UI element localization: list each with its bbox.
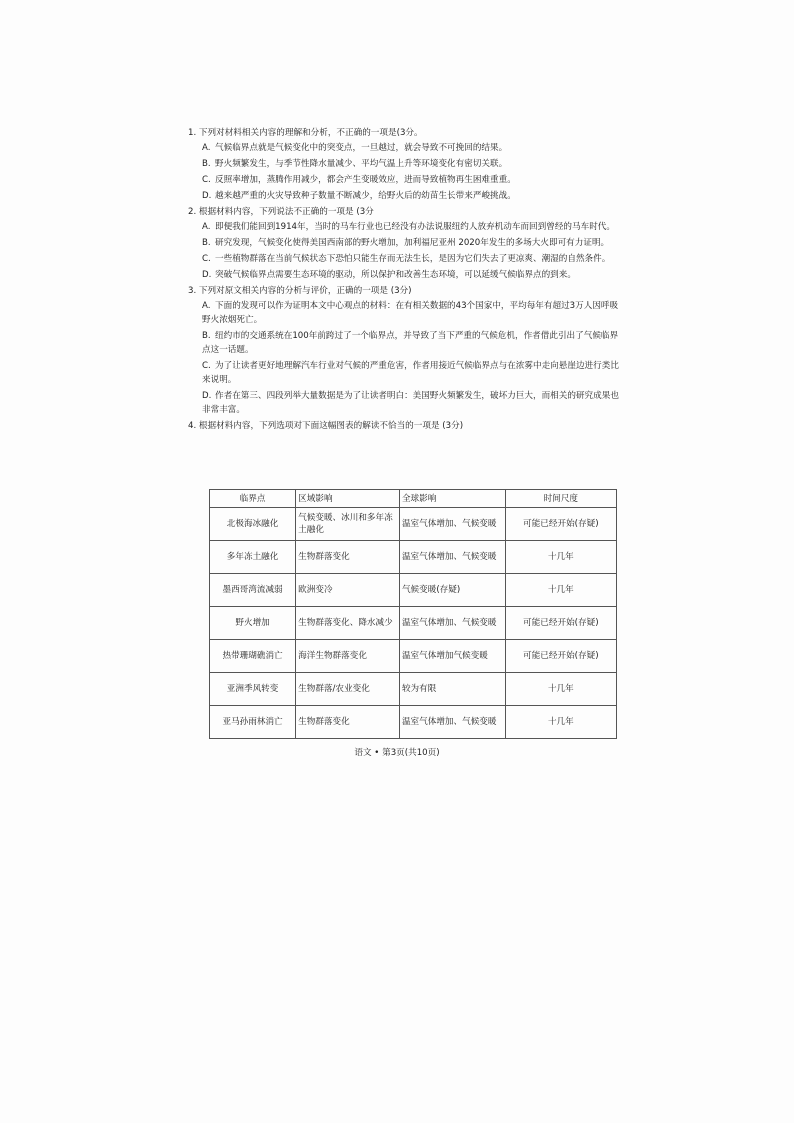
table-cell: 温室气体增加、气候变暖 [399, 541, 505, 574]
column-header: 时间尺度 [505, 490, 616, 508]
option-letter: C. [202, 175, 211, 185]
option-text: 作者在第三、四段列举大量数据是为了让读者明白：美国野火频繁发生，破坏力巨大，而相关的研究成果也非常丰富。 [202, 391, 619, 415]
option-c [188, 252, 620, 266]
option-d [188, 389, 620, 417]
option-text: 野火频繁发生，与季节性降水量减少、平均气温上升等环境变化有密切关联。 [215, 159, 508, 169]
table-cell: 生物群落/农业变化 [296, 673, 400, 706]
option-text: 研究发现，气候变化使得美国西南部的野火增加，加利福尼亚州 2020年发生的多场大火即可有力证明。 [215, 238, 610, 248]
option-text: 气候临界点就是气候变化中的突变点，一旦越过，就会导致不可挽回的结果。 [215, 143, 508, 153]
table-cell: 生物群落变化、降水减少 [296, 607, 400, 640]
option-text: 突破气候临界点需要生态环境的驱动，所以保护和改善生态环境，可以延缓气候临界点的到来。 [215, 270, 576, 280]
table-cell: 生物群落变化 [296, 706, 400, 739]
option-b [188, 236, 620, 250]
option-text: 反照率增加，蒸腾作用减少，都会产生变暖效应，进而导致植物再生困难重重。 [215, 175, 516, 185]
table-cell: 十几年 [505, 541, 616, 574]
table-row [210, 574, 617, 607]
option-text: 为了让读者更好地理解汽车行业对气候的严重危害，作者用接近气候临界点与在浓雾中走向悬崖边进行类比来说明。 [202, 361, 619, 385]
option-letter: B. [202, 331, 211, 341]
table-cell: 亚洲季风转变 [210, 673, 296, 706]
question-stem: 2. 根据材料内容，下列说法不正确的一项是 (3分 [188, 207, 374, 217]
question-1 [188, 126, 620, 203]
question-stem: 3. 下列对原文相关内容的分析与评价，正确的一项是 (3分) [188, 286, 412, 296]
table-row [210, 640, 617, 673]
table-cell: 北极海冰融化 [210, 508, 296, 541]
option-letter: D. [202, 270, 212, 280]
table-cell: 欧洲变冷 [296, 574, 400, 607]
option-a [188, 299, 620, 327]
table-cell: 可能已经开始(存疑) [505, 607, 616, 640]
option-text: 纽约市的交通系统在100年前跨过了一个临界点，并导致了当下严重的气候危机，作者借此引出了气候临界点这一话题。 [202, 331, 619, 355]
option-letter: C. [202, 361, 211, 371]
table-cell: 多年冻土融化 [210, 541, 296, 574]
column-header: 全球影响 [399, 490, 505, 508]
option-text: 即便我们能回到1914年，当时的马车行业也已经没有办法说服纽约人放弃机动车而回到曾经的马车时代。 [215, 222, 615, 232]
option-text: 越来越严重的火灾导致种子数量不断减少，给野火后的幼苗生长带来严峻挑战。 [215, 191, 516, 201]
table-cell: 十几年 [505, 574, 616, 607]
option-text: 下面的发现可以作为证明本文中心观点的材料：在有相关数据的43个国家中，平均每年有超过3万人因呼吸野火浓烟死亡。 [202, 301, 619, 325]
option-c [188, 173, 620, 187]
question-4 [188, 419, 620, 433]
table-cell: 温室气体增加、气候变暖 [399, 508, 505, 541]
column-header: 临界点 [210, 490, 296, 508]
table-row [210, 673, 617, 706]
table-row [210, 541, 617, 574]
question-2 [188, 205, 620, 282]
option-b [188, 329, 620, 357]
option-letter: D. [202, 191, 212, 201]
table-cell: 气候变暖(存疑) [399, 574, 505, 607]
tipping-points-table [209, 489, 617, 739]
option-letter: A. [202, 222, 211, 232]
page-footer: 语文 • 第3页(共10页) [354, 748, 440, 758]
table-cell: 气候变暖、冰川和多年冻土融化 [296, 508, 400, 541]
table-row [210, 508, 617, 541]
option-letter: A. [202, 143, 211, 153]
table-cell: 温室气体增加、气候变暖 [399, 706, 505, 739]
table-cell: 温室气体增加、气候变暖 [399, 607, 505, 640]
table-cell: 可能已经开始(存疑) [505, 640, 616, 673]
table-cell: 较为有限 [399, 673, 505, 706]
table-cell: 热带珊瑚礁消亡 [210, 640, 296, 673]
question-3 [188, 284, 620, 417]
table-cell: 温室气体增加气候变暖 [399, 640, 505, 673]
option-letter: D. [202, 391, 212, 401]
table-cell: 野火增加 [210, 607, 296, 640]
table-header-row [210, 490, 617, 508]
table-cell: 海洋生物群落变化 [296, 640, 400, 673]
question-stem: 4. 根据材料内容，下列选项对下面这幅图表的解读不恰当的一项是 (3分) [188, 421, 464, 431]
option-b [188, 157, 620, 171]
option-letter: A. [202, 301, 211, 311]
option-letter: B. [202, 159, 211, 169]
questions-block [188, 126, 620, 434]
table-cell: 亚马孙雨林消亡 [210, 706, 296, 739]
option-letter: C. [202, 254, 211, 264]
option-d [188, 189, 620, 203]
table-cell: 十几年 [505, 673, 616, 706]
option-a [188, 220, 620, 234]
table-cell: 墨西哥湾流减弱 [210, 574, 296, 607]
column-header: 区域影响 [296, 490, 400, 508]
question-stem: 1. 下列对材料相关内容的理解和分析，不正确的一项是(3分。 [188, 128, 423, 138]
table-cell: 生物群落变化 [296, 541, 400, 574]
table-row [210, 706, 617, 739]
option-d [188, 268, 620, 282]
option-c [188, 359, 620, 387]
table-row [210, 607, 617, 640]
option-text: 一些植物群落在当前气候状态下恐怕只能生存而无法生长，是因为它们失去了更凉爽、潮湿的自然条件。 [215, 254, 611, 264]
option-a [188, 141, 620, 155]
table-cell: 十几年 [505, 706, 616, 739]
table-cell: 可能已经开始(存疑) [505, 508, 616, 541]
option-letter: B. [202, 238, 211, 248]
